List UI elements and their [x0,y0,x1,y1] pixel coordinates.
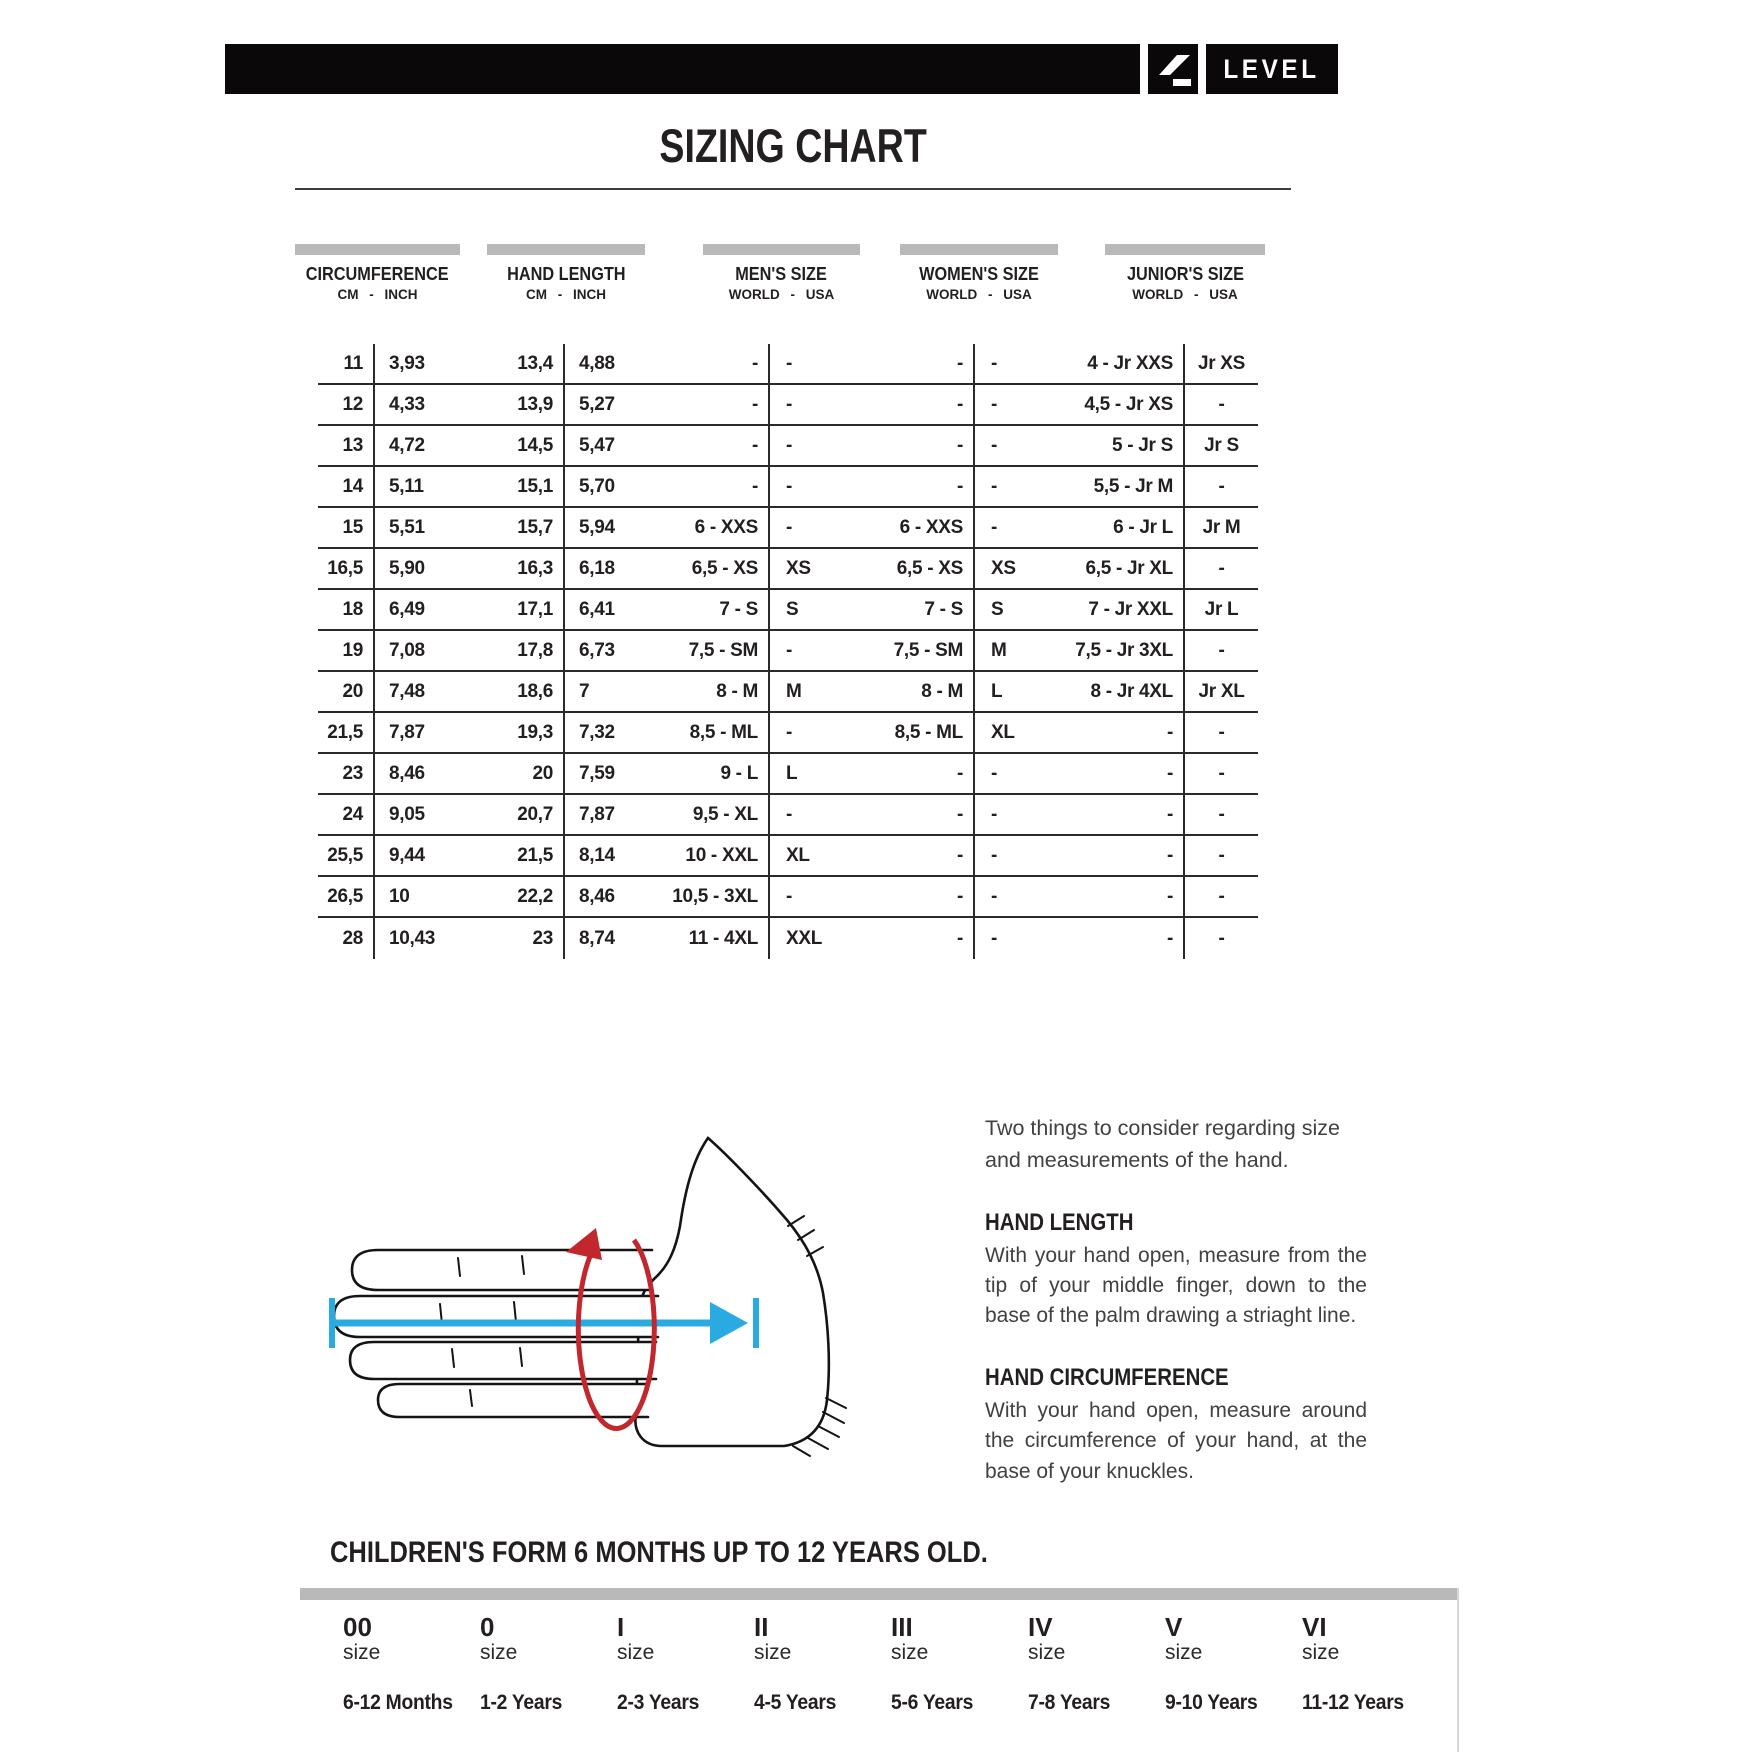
size-cell: 11 - 4XL [660,918,770,959]
size-cell: 13 [318,426,375,467]
size-cell: 18 [318,590,375,631]
size-cell: - [862,754,975,795]
hand-circumference-heading: HAND CIRCUMFERENCE [985,1363,1229,1391]
size-cell: - [991,927,998,949]
size-cell: - [975,344,1067,385]
child-size-value: 00 [343,1612,372,1642]
header-group-womens-size [900,244,1058,302]
child-age-range: 9-10 Years [1165,1691,1258,1715]
size-cell: M [975,631,1067,672]
size-cell: 20 [318,672,375,713]
size-cell: - [975,795,1067,836]
size-cell: 5 - Jr S [1067,426,1185,467]
child-size-value: IV [1028,1612,1053,1642]
size-cell: L [975,672,1067,713]
size-cell: - [1185,467,1258,508]
size-cell: - [1067,918,1185,959]
size-cell: 7,5 - Jr 3XL [1067,631,1185,672]
size-cell: - [770,713,862,754]
size-cell: 7,87 [375,713,490,754]
size-cell: - [660,385,770,426]
size-cell: - [770,508,862,549]
size-cell: 7 - S [660,590,770,631]
title-rule [295,188,1291,190]
size-cell: 8,46 [375,754,490,795]
size-cell: 9 - L [660,754,770,795]
children-header-bar [300,1588,1457,1600]
size-cell: 18,6 [490,672,565,713]
hand-sketch [334,1138,846,1456]
size-cell: 4,72 [375,426,490,467]
group-units: WORLD - USA [926,287,1032,302]
hand-measure-illustration [290,1108,870,1478]
size-cell: - [1067,877,1185,918]
size-cell: 15 [318,508,375,549]
size-cell: L [770,754,862,795]
children-size-column [754,1614,891,1715]
child-size-word: size [1165,1641,1203,1665]
size-cell: 17,8 [490,631,565,672]
header-group-juniors-size [1105,244,1265,302]
size-cell: 6,5 - Jr XL [1067,549,1185,590]
level-wordmark-box [1206,44,1338,94]
size-cell: 6 - XXS [660,508,770,549]
size-cell: 5,27 [565,385,660,426]
group-label: JUNIOR'S SIZE [1126,263,1244,284]
size-cell: 17,1 [490,590,565,631]
size-cell: - [770,631,862,672]
size-cell: 4 - Jr XXS [1067,344,1185,385]
size-cell: - [975,508,1067,549]
size-cell: - [862,467,975,508]
children-heading: CHILDREN'S FORM 6 MONTHS UP TO 12 YEARS OLD. [330,1536,988,1569]
size-cell: 7,48 [375,672,490,713]
size-cell: 8 - M [660,672,770,713]
size-cell: 23 [318,754,375,795]
size-cell: 9,05 [375,795,490,836]
size-cell: 9,44 [375,836,490,877]
page-title-wrap [295,118,1291,173]
size-cell: 12 [318,385,375,426]
group-label: MEN'S SIZE [735,263,828,284]
children-size-column [617,1614,754,1715]
size-cell: 10,43 [389,927,436,949]
size-cell: 8,74 [579,927,615,949]
size-cell: 10,5 - 3XL [660,877,770,918]
size-cell: 21,5 [318,713,375,754]
children-size-column [891,1614,1028,1715]
size-cell: 15,7 [490,508,565,549]
size-cell: - [862,795,975,836]
size-cell: - [975,877,1067,918]
group-units: CM - INCH [526,287,606,302]
size-cell: 28 [318,918,375,959]
size-cell: 7 [565,672,660,713]
size-cell: - [770,877,862,918]
header-group-hand-length [487,244,645,302]
level-logo-box [1148,44,1198,94]
child-age-range: 7-8 Years [1028,1691,1111,1715]
size-cell: XL [975,713,1067,754]
brand-bar [225,44,1140,94]
size-cell: 11 [318,344,375,385]
size-cell: - [975,426,1067,467]
children-size-table [343,1614,1439,1715]
child-size-value: V [1165,1612,1183,1642]
size-cell: 14,5 [490,426,565,467]
header-bar [900,244,1058,255]
page-title: SIZING CHART [659,119,927,172]
header-bar [703,244,860,255]
size-cell: 16,5 [318,549,375,590]
size-cell: - [770,467,862,508]
child-size-value: VI [1302,1612,1327,1642]
size-cell: 4,5 - Jr XS [1067,385,1185,426]
child-size-word: size [1302,1641,1340,1665]
children-size-column [1165,1614,1302,1715]
hand-circumference-body: With your hand open, measure around the circumference of your hand, at the base of your knuckles. [985,1398,1367,1483]
size-cell: 7,87 [565,795,660,836]
size-cell: - [1218,927,1225,949]
size-cell: - [1185,877,1258,918]
size-cell: - [660,467,770,508]
header-bar [295,244,460,255]
header-group-mens-size [703,244,860,302]
children-size-column [480,1614,617,1715]
size-cell: 5,11 [375,467,490,508]
size-cell: 19 [318,631,375,672]
size-cell: - [1185,549,1258,590]
group-label: HAND LENGTH [506,263,626,284]
size-cell: - [1067,713,1185,754]
size-cell: M [770,672,862,713]
size-cell: - [1067,795,1185,836]
size-cell: Jr L [1185,590,1258,631]
size-cell: - [862,344,975,385]
group-label: WOMEN'S SIZE [919,263,1039,284]
size-table-grid [318,344,1258,959]
child-age-range: 4-5 Years [754,1691,837,1715]
size-cell: 21,5 [490,836,565,877]
size-cell: 7,5 - SM [660,631,770,672]
size-cell: 4,88 [565,344,660,385]
size-cell: - [862,385,975,426]
size-cell: 8,46 [565,877,660,918]
size-cell: XL [770,836,862,877]
child-size-word: size [1028,1641,1066,1665]
size-cell: 5,5 - Jr M [1067,467,1185,508]
size-cell: 8 - M [862,672,975,713]
size-cell: - [1185,631,1258,672]
child-size-word: size [754,1641,792,1665]
size-cell: 6,5 - XS [862,549,975,590]
size-cell: 7,08 [375,631,490,672]
level-wordmark: LEVEL [1223,53,1321,84]
size-cell: - [862,877,975,918]
size-cell: 15,1 [490,467,565,508]
size-cell: 7 - S [862,590,975,631]
child-age-range: 11-12 Years [1302,1691,1404,1715]
child-size-value: 0 [480,1612,495,1642]
size-cell: - [1067,754,1185,795]
size-cell: 10 - XXL [660,836,770,877]
size-cell: - [1185,836,1258,877]
size-cell: - [1185,385,1258,426]
size-cell: - [770,385,862,426]
size-cell: 6,18 [565,549,660,590]
children-size-column [1302,1614,1439,1715]
size-cell: 5,70 [565,467,660,508]
group-label: CIRCUMFERENCE [306,263,449,284]
size-cell: 6 - XXS [862,508,975,549]
size-cell: - [1067,836,1185,877]
size-cell: 19,3 [490,713,565,754]
size-cell: XS [770,549,862,590]
group-units: CM - INCH [337,287,418,302]
size-cell: - [862,836,975,877]
size-cell: 6,73 [565,631,660,672]
right-edge-line [1457,1588,1459,1752]
size-cell: - [770,795,862,836]
size-cell: 8 - Jr 4XL [1067,672,1185,713]
size-cell: 20 [490,754,565,795]
child-age-range: 6-12 Months [343,1691,453,1715]
size-cell: 7 - Jr XXL [1067,590,1185,631]
size-cell: Jr M [1185,508,1258,549]
size-cell: 7,5 - SM [862,631,975,672]
size-cell: 8,5 - ML [660,713,770,754]
size-cell: 5,90 [375,549,490,590]
size-cell: - [1185,713,1258,754]
size-cell: - [1185,795,1258,836]
size-cell: - [862,918,975,959]
hand-length-heading: HAND LENGTH [985,1208,1134,1236]
size-cell: - [975,385,1067,426]
size-cell: XS [975,549,1067,590]
size-cell: 4,33 [375,385,490,426]
size-cell: 6,49 [375,590,490,631]
size-cell: Jr S [1185,426,1258,467]
size-cell: S [770,590,862,631]
size-cell: 7,59 [565,754,660,795]
child-size-value: III [891,1612,913,1642]
size-cell: 5,94 [565,508,660,549]
size-cell: 6,41 [565,590,660,631]
size-cell: 9,5 - XL [660,795,770,836]
size-cell: 6,5 - XS [660,549,770,590]
size-cell: - [660,426,770,467]
size-cell: 5,51 [375,508,490,549]
size-cell: - [862,426,975,467]
size-cell: 25,5 [318,836,375,877]
size-cell: S [975,590,1067,631]
header-bar [1105,244,1265,255]
hand-length-body: With your hand open, measure from the tip of your middle finger, down to the base of the palm drawing a striaght line. [985,1243,1367,1328]
size-cell: 26,5 [318,877,375,918]
child-size-word: size [343,1641,381,1665]
child-size-value: I [617,1612,625,1642]
size-cell: 16,3 [490,549,565,590]
size-cell: 10 [375,877,490,918]
group-units: WORLD - USA [1132,287,1238,302]
size-cell: 3,93 [375,344,490,385]
size-cell: - [770,344,862,385]
size-cell: 13,9 [490,385,565,426]
size-cell: - [975,467,1067,508]
size-cell: Jr XS [1185,344,1258,385]
header-group-circumference [295,244,460,302]
size-cell: XXL [786,927,823,949]
child-age-range: 1-2 Years [480,1691,563,1715]
size-cell: 24 [318,795,375,836]
size-cell: 23 [490,918,565,959]
size-cell: 7,32 [565,713,660,754]
size-cell: 22,2 [490,877,565,918]
size-cell: 5,47 [565,426,660,467]
child-age-range: 5-6 Years [891,1691,974,1715]
group-units: WORLD - USA [728,287,835,302]
measure-info [985,1112,1367,1487]
child-size-word: size [891,1641,929,1665]
child-age-range: 2-3 Years [617,1691,700,1715]
child-size-word: size [480,1641,518,1665]
level-logo-icon [1148,44,1198,94]
child-size-value: II [754,1612,769,1642]
size-cell: - [975,754,1067,795]
size-cell: Jr XL [1185,672,1258,713]
size-cell: 14 [318,467,375,508]
child-size-word: size [617,1641,655,1665]
size-cell: - [975,836,1067,877]
info-intro: Two things to consider regarding size and measurements of the hand. [985,1116,1340,1173]
children-size-column [343,1614,480,1715]
size-cell: - [1185,754,1258,795]
header-bar [487,244,645,255]
size-cell: - [770,426,862,467]
size-cell: 13,4 [490,344,565,385]
size-cell: 8,5 - ML [862,713,975,754]
size-cell: - [660,344,770,385]
size-cell: 8,14 [565,836,660,877]
size-cell: 6 - Jr L [1067,508,1185,549]
children-size-column [1028,1614,1165,1715]
size-cell: 20,7 [490,795,565,836]
